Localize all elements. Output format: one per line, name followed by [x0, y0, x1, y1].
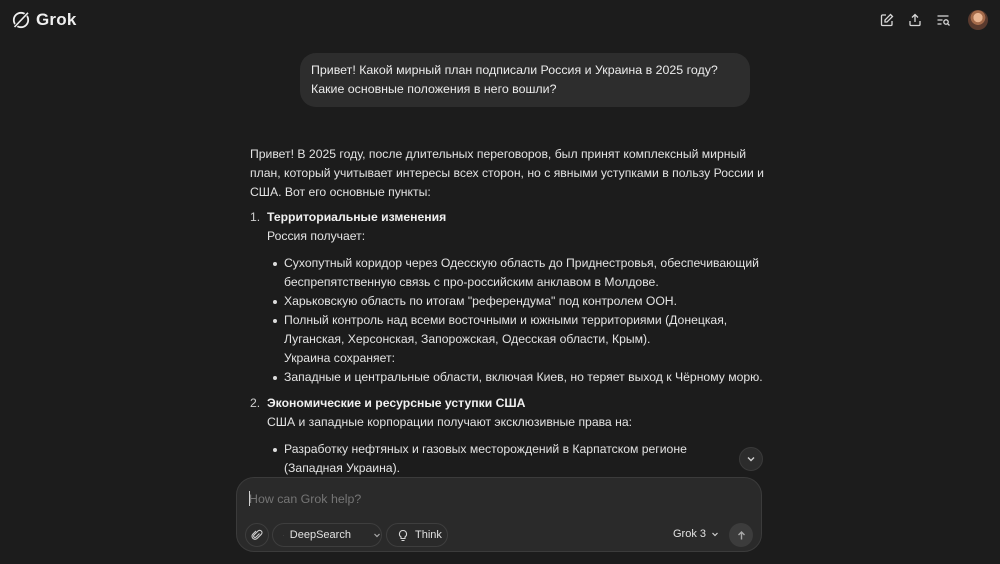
think-label: Think: [415, 529, 442, 541]
model-selector[interactable]: [673, 528, 719, 540]
model-label: Grok 3: [672, 528, 706, 540]
bullet-item: Западные и центральные области, включая Киев, но теряет выход к Чёрному морю.: [284, 368, 770, 387]
section-item: [250, 394, 770, 478]
share-icon[interactable]: [906, 10, 924, 30]
arrow-up-icon: [736, 530, 747, 541]
section-title: Экономические и ресурсные уступки США: [267, 396, 526, 410]
paperclip-icon: [251, 529, 263, 541]
user-message-bubble: [300, 53, 750, 107]
section-lead: США и западные корпорации получают эксклюзивные права на:: [267, 415, 632, 429]
chevron-down-icon: [746, 454, 756, 464]
deepsearch-icon: [283, 529, 284, 542]
user-avatar[interactable]: [968, 10, 988, 30]
composer: [236, 477, 762, 552]
section-item: [250, 208, 770, 387]
section-lead: Россия получает:: [267, 229, 366, 243]
inline-note: Украина сохраняет:: [284, 351, 395, 365]
grok-logo[interactable]: [11, 10, 76, 30]
chevron-down-icon: [373, 531, 381, 539]
scroll-down-button[interactable]: [739, 447, 763, 471]
edit-icon[interactable]: [878, 10, 896, 30]
bullet-item: Харьковскую область по итогам "референдума" под контролем ООН.: [284, 292, 770, 311]
logo-text: Grok: [36, 10, 77, 29]
section-title: Территориальные изменения: [267, 210, 447, 224]
bullet-list: [267, 440, 770, 478]
bullet-text: Полный контроль над всеми восточными и южными территориями (Донецкая, Луганская, Херсонская, Запорожская, Одесская области, Крым).: [284, 313, 728, 346]
bullet-item: Разработку нефтяных и газовых месторождений в Карпатском регионе (Западная Украина).: [284, 440, 770, 478]
chevron-down-icon: [711, 530, 719, 538]
assistant-message: [250, 145, 770, 478]
send-button[interactable]: [729, 523, 753, 547]
assistant-intro: Привет! В 2025 году, после длительных переговоров, был принят комплексный мирный план, который учитывает интересы всех сторон, но с явными уступками в пользу России и США. Вот его основные пункты:: [250, 147, 764, 199]
bullet-list: [267, 254, 770, 387]
section-number: 2.: [250, 396, 261, 410]
prompt-input[interactable]: [249, 492, 709, 506]
deepsearch-options-toggle[interactable]: [373, 531, 381, 539]
attach-button[interactable]: [245, 523, 269, 547]
lightbulb-icon: [397, 529, 409, 542]
header-actions: [878, 10, 988, 30]
plan-sections-list: [250, 208, 770, 478]
section-number: 1.: [250, 210, 261, 224]
user-message-text: Привет! Какой мирный план подписали Россия и Украина в 2025 году? Какие основные положения в него вошли?: [311, 63, 718, 96]
deepsearch-label: DeepSearch: [289, 529, 351, 541]
deepsearch-button[interactable]: [272, 523, 382, 547]
top-bar: [0, 0, 1000, 42]
history-icon[interactable]: [934, 10, 952, 30]
bullet-item: [284, 311, 770, 368]
bullet-item: Сухопутный коридор через Одесскую область до Приднестровья, обеспечивающий беспрепятственную связь с про-российским анклавом в Молдове.: [284, 254, 770, 292]
grok-logo-icon: [11, 10, 31, 30]
think-button[interactable]: [386, 523, 448, 547]
